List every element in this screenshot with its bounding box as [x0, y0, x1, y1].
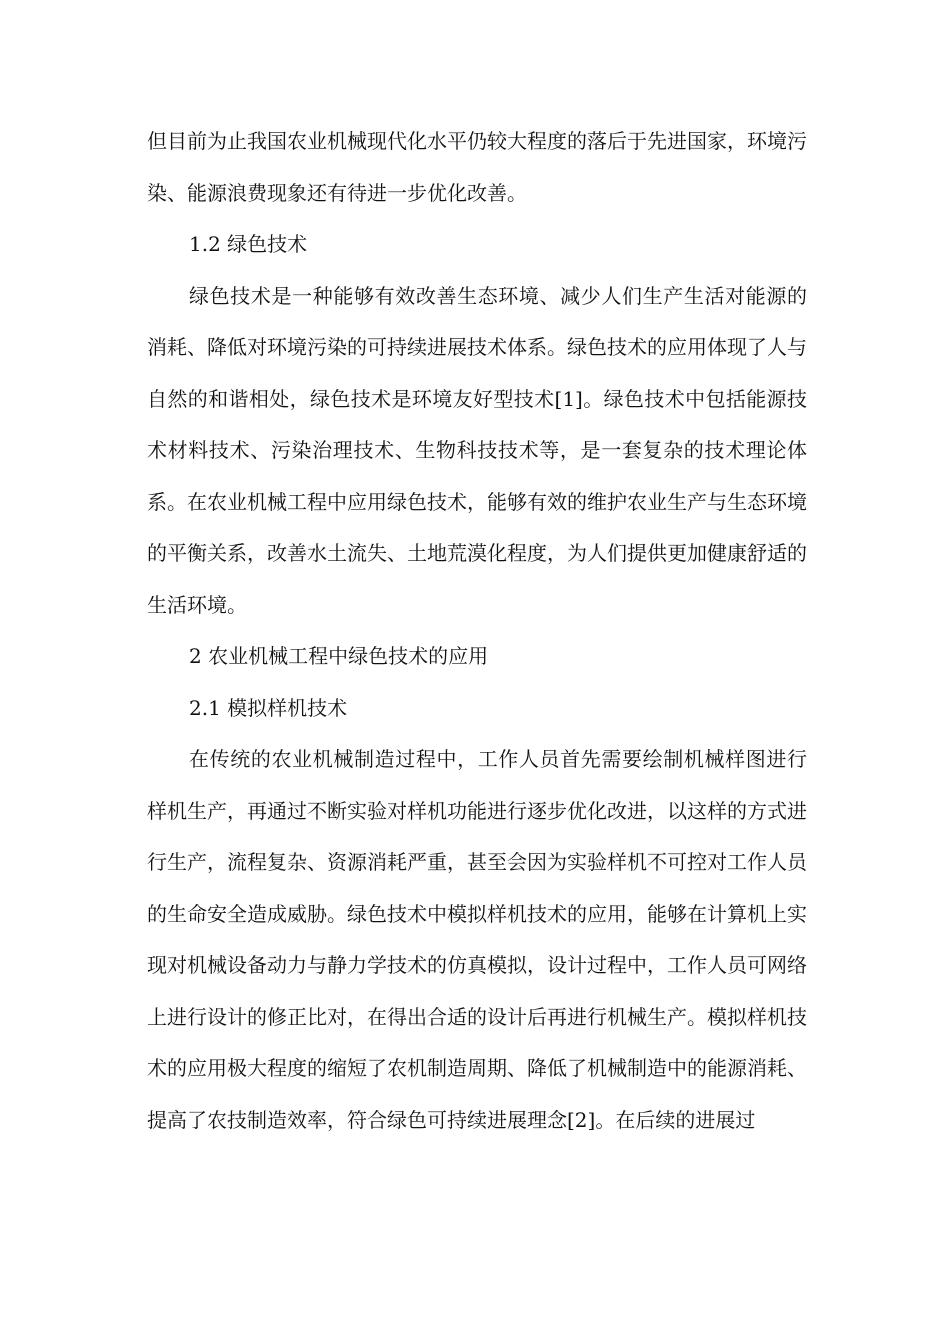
section-heading-2: 2 农业机械工程中绿色技术的应用 [189, 644, 489, 668]
section-heading-2-1: 2.1 模拟样机技术 [189, 695, 348, 720]
document-body [147, 116, 807, 1146]
section-heading-1-2: 1.2 绿色技术 [189, 232, 308, 256]
body-paragraph-continued: 但目前为止我国农业机械现代化水平仍较大程度的落后于先进国家，环境污染、能源浪费现象还有待进一步优化改善。 [147, 129, 807, 205]
body-paragraph-virtual-prototype: 在传统的农业机械制造过程中，工作人员首先需要绘制机械样图进行样机生产，再通过不断实验对样机功能进行逐步优化改进，以这样的方式进行生产，流程复杂、资源消耗严重，甚至会因为实验样机不可控对工作人员的生命安全造成威胁。绿色技术中模拟样机技术的应用，能够在计算机上实现对机械设备动力与静力学技术的仿真模拟，设计过程中，工作人员可网络上进行设计的修正比对，在得出合适的设计后再进行机械生产。模拟样机技术的应用极大程度的缩短了农机制造周期、降低了机械制造中的能源消耗、提高了农技制造效率，符合绿色可持续进展理念[2]。在后续的进展过 [147, 747, 807, 1132]
body-paragraph-green-technology: 绿色技术是一种能够有效改善生态环境、减少人们生产生活对能源的消耗、降低对环境污染的可持续进展技术体系。绿色技术的应用体现了人与自然的和谐相处，绿色技术是环境友好型技术[1]。绿色技术中包括能源技术材料技术、污染治理技术、生物科技技术等，是一套复杂的技术理论体系。在农业机械工程中应用绿色技术，能够有效的维护农业生产与生态环境的平衡关系，改善水土流失、土地荒漠化程度，为人们提供更加健康舒适的生活环境。 [147, 283, 807, 617]
